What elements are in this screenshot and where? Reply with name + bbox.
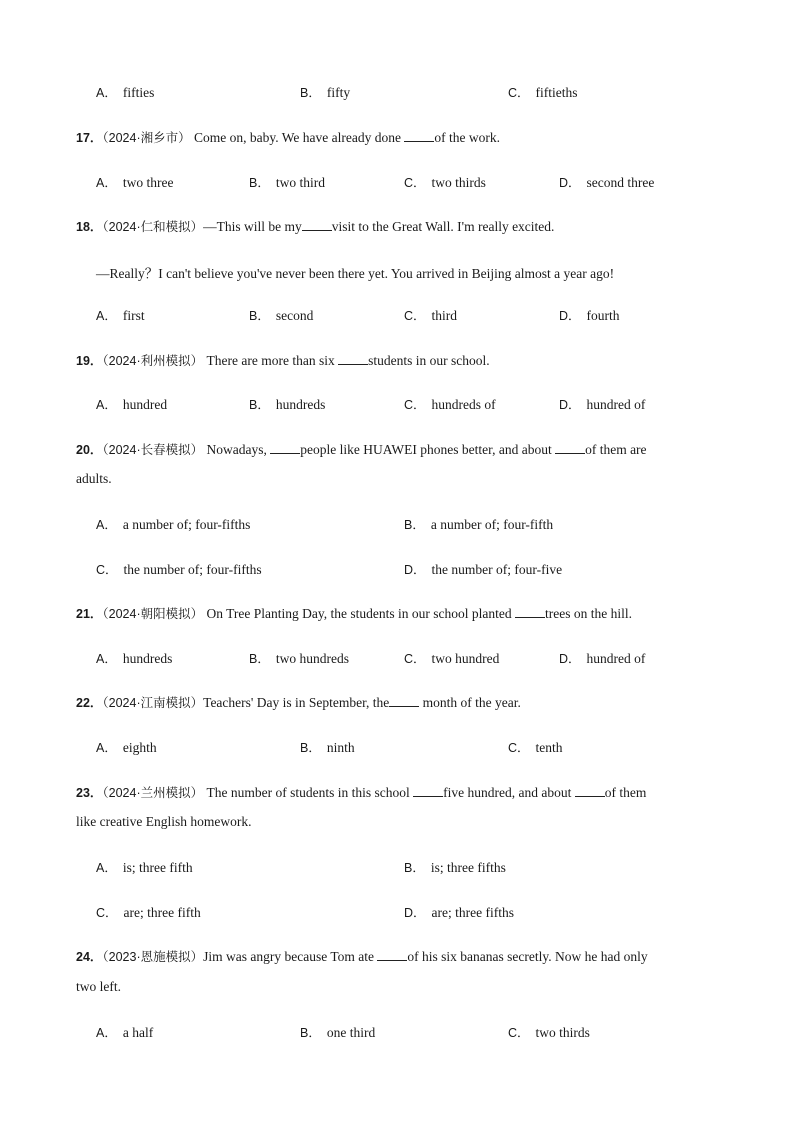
question-19: 19．（2024·利州模拟） There are more than six students in our school. <box>76 353 490 368</box>
q19-option-d: D． hundred of <box>559 397 646 412</box>
q23-option-a: A． is; three fifth <box>96 860 193 875</box>
question-number: 20． <box>76 443 103 457</box>
question-source: （2024·湘乡市） <box>102 131 191 145</box>
question-number: 18． <box>76 220 103 234</box>
question-24-line-2: two left. <box>76 979 121 994</box>
question-20: 20．（2024·长春模拟） Nowadays, people like HUAWEI phones better, and about of them are <box>76 442 647 457</box>
q17-option-b: B． two third <box>249 175 325 190</box>
q22-option-b: B． ninth <box>300 740 355 755</box>
q21-option-d: D． hundred of <box>559 651 646 666</box>
question-source: （2023·恩施模拟） <box>102 950 204 964</box>
question-number: 17． <box>76 131 103 145</box>
answer-blank <box>377 948 407 961</box>
q24-option-b: B． one third <box>300 1025 376 1040</box>
q17-option-a: A． two three <box>96 175 174 190</box>
question-source: （2024·兰州模拟） <box>102 786 204 800</box>
answer-blank <box>338 352 368 365</box>
q16-option-a: A． fifties <box>96 85 155 100</box>
answer-blank <box>413 784 443 797</box>
question-number: 22． <box>76 696 103 710</box>
q21-option-c: C． two hundred <box>404 651 500 666</box>
question-17: 17．（2024·湘乡市） Come on, baby. We have already done of the work. <box>76 130 500 145</box>
q20-option-a: A． a number of; four-fifths <box>96 517 251 532</box>
q19-option-c: C． hundreds of <box>404 397 496 412</box>
q24-option-c: C． two thirds <box>508 1025 590 1040</box>
q18-option-a: A． first <box>96 308 145 323</box>
answer-blank <box>404 129 434 142</box>
question-18-line-2: —Really？I can't believe you've never been there yet. You arrived in Beijing almost a year ago! <box>96 266 615 281</box>
q23-option-d: D． are; three fifths <box>404 905 514 920</box>
answer-blank <box>302 218 332 231</box>
q16-option-c: C． fiftieths <box>508 85 578 100</box>
question-number: 24． <box>76 950 103 964</box>
question-number: 19． <box>76 354 103 368</box>
q16-option-b: B． fifty <box>300 85 351 100</box>
q17-option-d: D． second three <box>559 175 655 190</box>
q22-option-a: A． eighth <box>96 740 157 755</box>
question-18: 18．（2024·仁和模拟）—This will be my visit to the Great Wall. I'm really excited. <box>76 219 555 234</box>
q21-option-b: B． two hundreds <box>249 651 349 666</box>
q19-option-a: A． hundred <box>96 397 168 412</box>
q18-option-c: C． third <box>404 308 458 323</box>
q20-option-d: D． the number of; four-five <box>404 562 563 577</box>
question-22: 22．（2024·江南模拟）Teachers' Day is in September, the month of the year. <box>76 695 521 710</box>
answer-blank <box>515 605 545 618</box>
q19-option-b: B． hundreds <box>249 397 326 412</box>
question-number: 23． <box>76 786 103 800</box>
answer-blank <box>389 694 419 707</box>
q18-option-b: B． second <box>249 308 314 323</box>
question-source: （2024·仁和模拟） <box>102 220 204 234</box>
q24-option-a: A． a half <box>96 1025 154 1040</box>
question-source: （2024·利州模拟） <box>102 354 204 368</box>
question-20-line-2: adults. <box>76 471 112 486</box>
q18-option-d: D． fourth <box>559 308 620 323</box>
question-24: 24．（2023·恩施模拟）Jim was angry because Tom ate of his six bananas secretly. Now he had only <box>76 949 648 964</box>
q22-option-c: C． tenth <box>508 740 563 755</box>
question-23: 23．（2024·兰州模拟） The number of students in this school five hundred, and about of them <box>76 785 647 800</box>
q17-option-c: C． two thirds <box>404 175 486 190</box>
q20-option-b: B． a number of; four-fifth <box>404 517 554 532</box>
answer-blank <box>270 441 300 454</box>
question-23-line-2: like creative English homework. <box>76 814 252 829</box>
answer-blank <box>555 441 585 454</box>
question-source: （2024·长春模拟） <box>102 443 204 457</box>
question-21: 21．（2024·朝阳模拟） On Tree Planting Day, the students in our school planted trees on the hill. <box>76 606 632 621</box>
question-number: 21． <box>76 607 103 621</box>
q23-option-b: B． is; three fifths <box>404 860 506 875</box>
q20-option-c: C． the number of; four-fifths <box>96 562 262 577</box>
answer-blank <box>575 784 605 797</box>
question-source: （2024·江南模拟） <box>102 696 204 710</box>
q21-option-a: A． hundreds <box>96 651 173 666</box>
q23-option-c: C． are; three fifth <box>96 905 201 920</box>
question-source: （2024·朝阳模拟） <box>102 607 204 621</box>
